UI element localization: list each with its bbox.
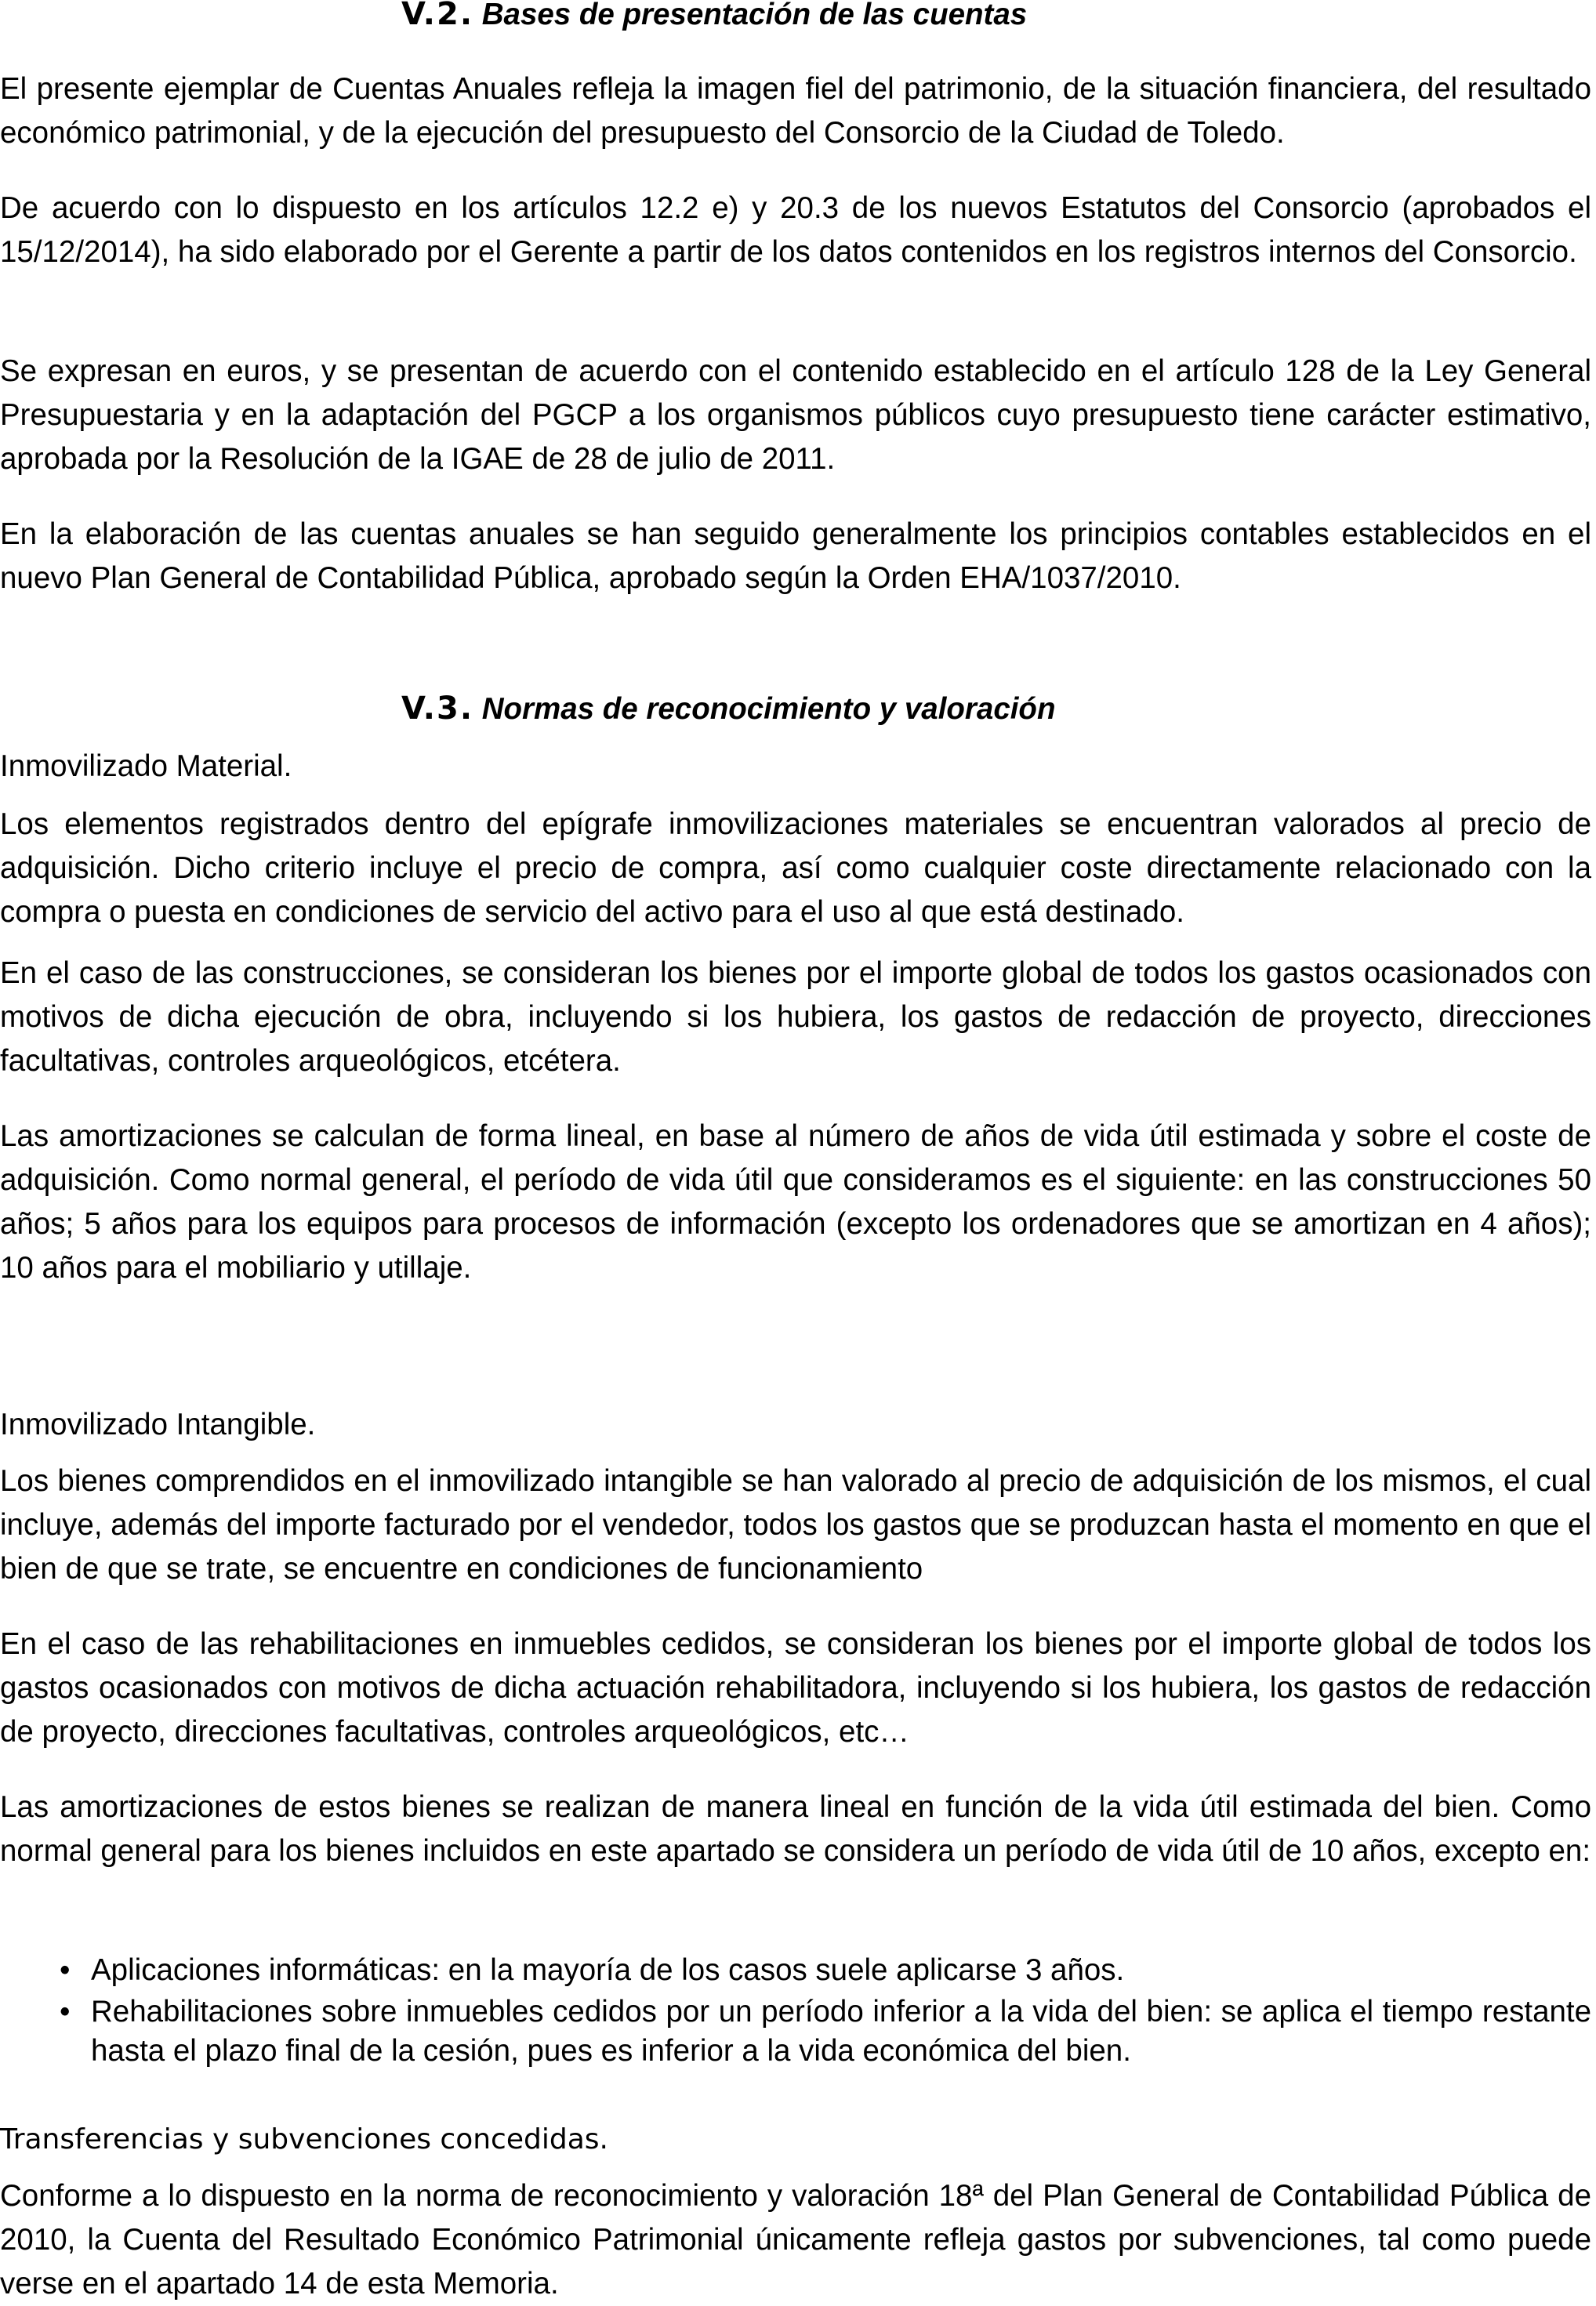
list-item: • Rehabilitaciones sobre inmuebles cedidos por un período inferior a la vida del bien: se aplica el tiempo restante hasta el plazo final de la cesión, pues es inferior a la vida económica del bien. <box>0 1992 1591 2071</box>
section-heading-v3 <box>401 687 1055 731</box>
subsection-heading-inmovilizado-material: Inmovilizado Material. <box>0 749 292 783</box>
paragraph: En el caso de las construcciones, se consideran los bienes por el importe global de todos los gastos ocasionados con motivos de dicha ejecución de obra, incluyendo si los hubiera, los gastos de redacción de proyecto, direcciones facultativas, controles arqueológicos, etcétera. <box>0 956 1591 1078</box>
paragraph: Los elementos registrados dentro del epígrafe inmovilizaciones materiales se encuentran valorados al precio de adquisición. Dicho criterio incluye el precio de compra, así como cualquier coste directamente relacionado con la compra o puesta en condiciones de servicio del activo para el uso al que está destinado. <box>0 807 1591 929</box>
bullet-list <box>0 1951 1591 2071</box>
paragraph: En la elaboración de las cuentas anuales se han seguido generalmente los principios contables establecidos en el nuevo Plan General de Contabilidad Pública, aprobado según la Orden EHA/1037/2010. <box>0 517 1591 595</box>
subsection-heading-inmovilizado-intangible: Inmovilizado Intangible. <box>0 1408 316 1441</box>
paragraph: De acuerdo con lo dispuesto en los artículos 12.2 e) y 20.3 de los nuevos Estatutos del Consorcio (aprobados el 15/12/2014), ha sido elaborado por el Gerente a partir de los datos contenidos en los registros internos del Consorcio. <box>0 191 1591 269</box>
paragraph: Las amortizaciones se calculan de forma lineal, en base al número de años de vida útil estimada y sobre el coste de adquisición. Como normal general, el período de vida útil que consideramos es el siguiente: en las construcciones 50 años; 5 años para los equipos para procesos de información (excepto los ordenadores que se amortizan en 4 años); 10 años para el mobiliario y utillaje. <box>0 1119 1591 1285</box>
section-number: V.2. <box>401 0 474 32</box>
paragraph: Conforme a lo dispuesto en la norma de reconocimiento y valoración 18ª del Plan General de Contabilidad Pública de 2010, la Cuenta del Resultado Económico Patrimonial únicamente refleja gastos por subvenciones, tal como puede verse en el apartado 14 de esta Memoria. <box>0 2179 1591 2301</box>
section-heading-v2 <box>401 0 1027 37</box>
paragraph: En el caso de las rehabilitaciones en inmuebles cedidos, se consideran los bienes por el importe global de todos los gastos ocasionados con motivos de dicha actuación rehabilitadora, incluyendo si los hubiera, los gastos de redacción de proyecto, direcciones facultativas, controles arqueológicos, etc… <box>0 1627 1591 1749</box>
paragraph: Los bienes comprendidos en el inmovilizado intangible se han valorado al precio de adquisición de los mismos, el cual incluye, además del importe facturado por el vendedor, todos los gastos que se produzcan hasta el momento en que el bien de que se trate, se encuentre en condiciones de funcionamiento <box>0 1464 1591 1586</box>
paragraph: Las amortizaciones de estos bienes se realizan de manera lineal en función de la vida útil estimada del bien. Como normal general para los bienes incluidos en este apartado se considera un período de vida útil de 10 años, excepto en: <box>0 1790 1591 1868</box>
subsection-heading-transferencias: Transferencias y subvenciones concedidas. <box>0 2123 608 2156</box>
paragraph: El presente ejemplar de Cuentas Anuales refleja la imagen fiel del patrimonio, de la situación financiera, del resultado económico patrimonial, y de la ejecución del presupuesto del Consorcio de la Ciudad de Toledo. <box>0 72 1591 150</box>
section-number: V.3. <box>401 691 474 727</box>
list-item: • Aplicaciones informáticas: en la mayoría de los casos suele aplicarse 3 años. <box>0 1951 1591 1990</box>
section-title: Bases de presentación de las cuentas <box>481 0 1028 31</box>
paragraph: Se expresan en euros, y se presentan de acuerdo con el contenido establecido en el artículo 128 de la Ley General Presupuestaria y en la adaptación del PGCP a los organismos públicos cuyo presupuesto tiene carácter estimativo, aprobada por la Resolución de la IGAE de 28 de julio de 2011. <box>0 354 1591 476</box>
section-title: Normas de reconocimiento y valoración <box>481 692 1056 726</box>
